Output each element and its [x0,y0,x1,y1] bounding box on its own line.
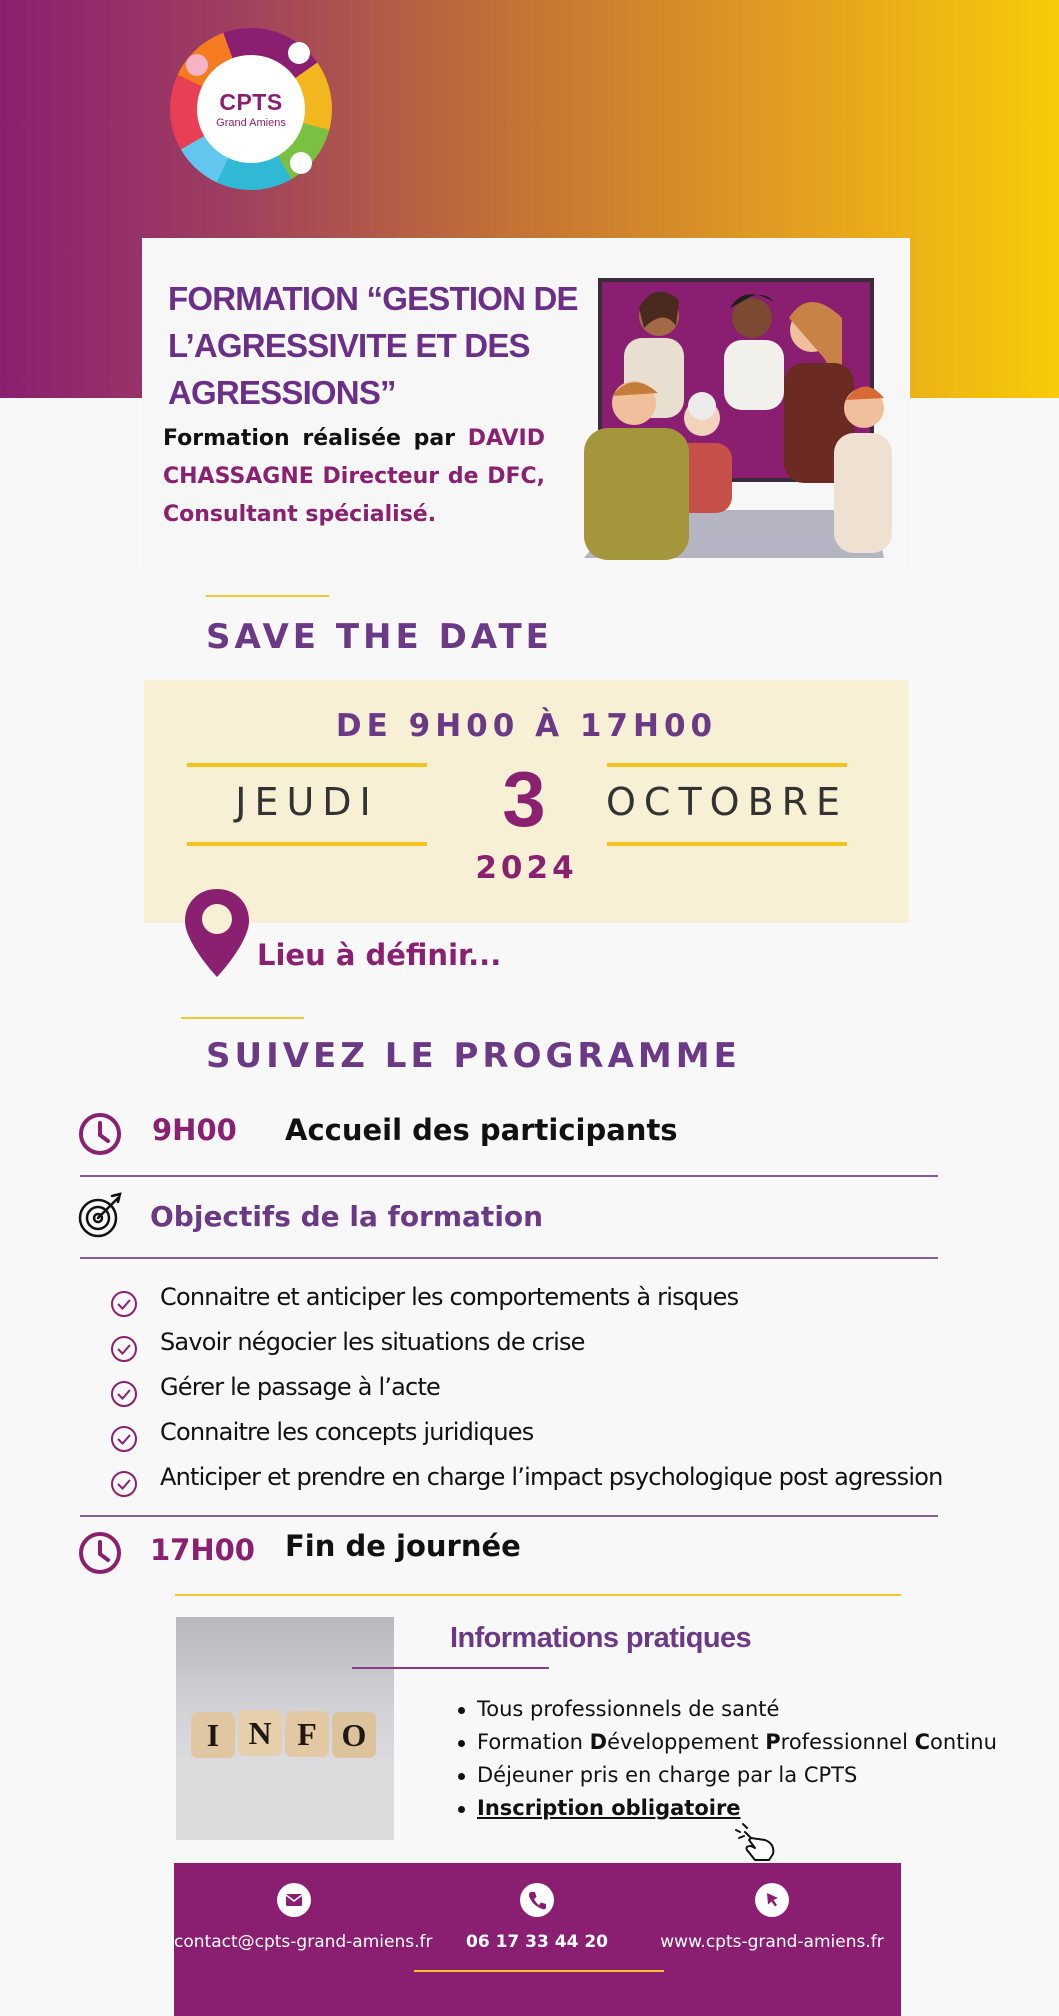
logo-dot [186,54,208,76]
end-label: Fin de journée [285,1529,521,1563]
objective-item [110,1418,1010,1458]
footer-rule [414,1970,664,1972]
end-time: 17H00 [150,1533,255,1567]
check-circle-icon [110,1335,138,1363]
date-divider [187,763,427,767]
dpc-letter: D [589,1730,608,1754]
dpc-letter: C [914,1730,931,1754]
list-item [458,1726,1018,1759]
dpc-word: ontinu [930,1730,997,1754]
divider [80,1257,938,1259]
cpts-logo [170,28,332,190]
weekday: JEUDI [235,780,379,824]
programme-end-row [0,1523,1059,1579]
info-photo [176,1617,394,1840]
objective-text: Anticiper et prendre en charge l’impact psychologique post agression [160,1463,943,1491]
check-circle-icon [110,1425,138,1453]
logo-title: CPTS [219,89,283,115]
phone-icon [520,1883,554,1917]
date-divider [607,763,847,767]
dice-letter: I [206,1717,220,1753]
check-circle-icon [110,1290,138,1318]
footer-email[interactable] [174,1883,433,1952]
phone-text[interactable]: 06 17 33 44 20 [466,1932,608,1952]
info-list [458,1693,1018,1825]
dice-letter: N [248,1715,272,1751]
registration-link[interactable]: Inscription obligatoire [477,1796,741,1820]
dice-letter: F [297,1716,317,1752]
objective-text: Connaitre les concepts juridiques [160,1418,534,1446]
list-item [458,1792,1018,1825]
byline-prefix: Formation réalisée par [163,426,468,451]
list-item [458,1693,1018,1726]
programme-start-row [0,1105,1059,1161]
objective-item [110,1328,1010,1368]
date-panel [144,680,909,923]
dpc-word: éveloppement [607,1730,766,1754]
location-text: Lieu à définir... [257,938,502,972]
year: 2024 [475,850,578,886]
info-title: Informations pratiques [450,1622,751,1654]
location-pin-icon [182,887,252,979]
save-the-date-heading: SAVE THE DATE [206,617,553,657]
check-circle-icon [110,1380,138,1408]
conflict-illustration [584,278,892,560]
check-circle-icon [110,1470,138,1498]
objective-item [110,1373,1010,1413]
dpc-prefix: Formation [477,1730,590,1754]
list-item [458,1759,1018,1792]
date-divider [607,842,847,846]
divider [80,1175,938,1177]
website-text[interactable]: www.cpts-grand-amiens.fr [660,1932,884,1952]
email-text[interactable]: contact@cpts-grand-amiens.fr [174,1932,433,1952]
dpc-letter: P [765,1730,781,1754]
section-rule [175,1594,901,1596]
footer-website[interactable] [652,1883,892,1952]
footer-phone[interactable] [417,1883,657,1952]
start-label: Accueil des participants [285,1113,678,1147]
logo-dot [288,42,310,64]
time-range: DE 9H00 À 17H00 [335,708,718,744]
month: OCTOBRE [606,780,849,824]
trainer-name: DAVID CHASSAGNE Directeur de DFC, Consultant spécialisé. [163,426,545,527]
day-number: 3 [502,755,546,843]
info-rule [352,1667,549,1669]
mail-icon [277,1883,311,1917]
programme-heading: SUIVEZ LE PROGRAMME [206,1036,741,1076]
pointing-hand-icon [735,1822,779,1862]
objective-text: Gérer le passage à l’acte [160,1373,441,1401]
objectives-title: Objectifs de la formation [150,1200,544,1233]
clock-icon [78,1531,122,1575]
logo-dot [290,152,312,174]
objective-text: Connaitre et anticiper les comportements à risques [160,1283,739,1311]
logo-subtitle: Grand Amiens [216,117,286,129]
footer-contact-bar [174,1863,901,2016]
cursor-icon [755,1883,789,1917]
trainer-byline [163,420,545,534]
divider [80,1515,938,1517]
section-rule [181,1017,304,1019]
info-dice-image [176,1617,394,1840]
target-icon [78,1192,124,1238]
dpc-word: rofessionnel [780,1730,915,1754]
info-lunch: Déjeuner pris en charge par la CPTS [477,1763,858,1787]
logo-center [197,55,305,163]
objective-text: Savoir négocier les situations de crise [160,1328,585,1356]
dice-letter: O [341,1717,367,1753]
objective-item [110,1463,1010,1503]
section-rule [206,595,329,597]
clock-icon [78,1112,122,1156]
info-public: Tous professionnels de santé [477,1697,780,1721]
date-divider [187,842,427,846]
page-title: FORMATION “GESTION DE L’AGRESSIVITE ET DES AGRESSIONS” [168,280,578,411]
objective-item [110,1283,1010,1323]
start-time: 9H00 [152,1113,237,1147]
